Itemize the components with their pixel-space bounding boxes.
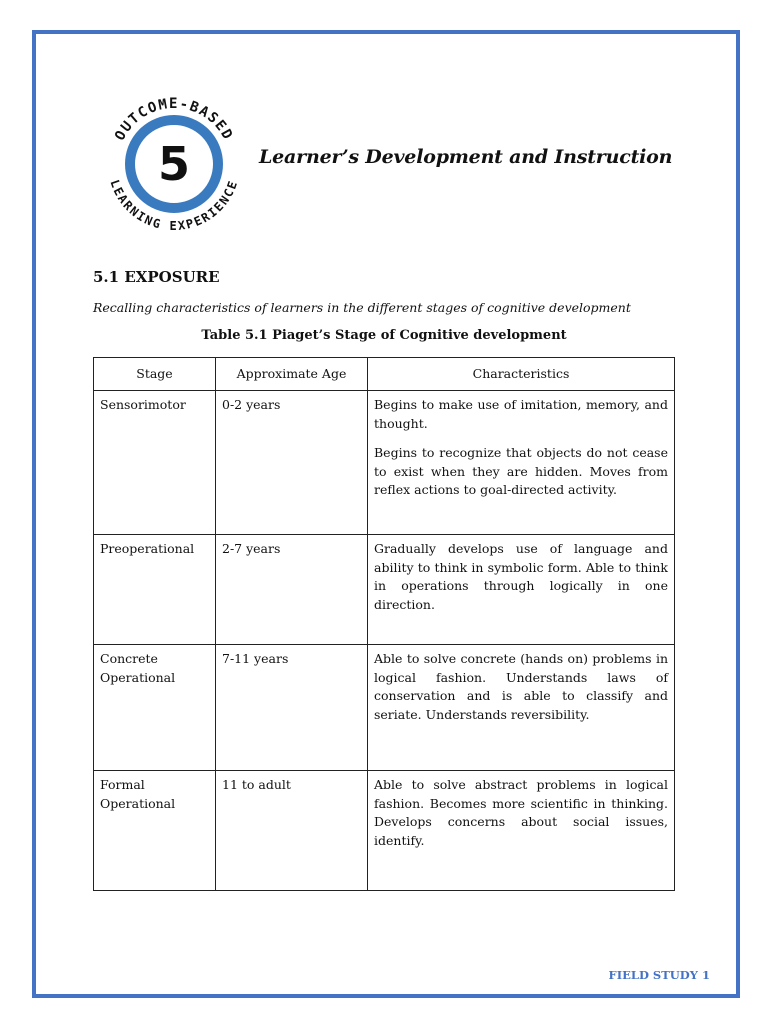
table-row <box>94 771 675 891</box>
age-cell: 0-2 years <box>216 391 368 535</box>
characteristics-text: Begins to recognize that objects do not cease to exist when they are hidden. Moves from reflex actions to goal-directed activity. <box>374 445 668 497</box>
table-row <box>94 391 675 535</box>
characteristics-cell <box>368 771 675 891</box>
chapter-title: Learner’s Development and Instruction <box>259 146 673 168</box>
characteristics-cell <box>368 391 675 535</box>
badge-bottom-arc: LEARNING EXPERIENCE <box>107 177 241 234</box>
characteristics-text: Able to solve concrete (hands on) problems in logical fashion. Understands laws of conservation and is able to classify and seriate. Understands reversibility. <box>374 651 668 722</box>
cognitive-stages-table <box>93 357 675 891</box>
section-heading: 5.1 EXPOSURE <box>93 268 220 286</box>
footer-label: FIELD STUDY 1 <box>608 968 710 982</box>
header-age: Approximate Age <box>216 358 368 391</box>
table-caption: Table 5.1 Piaget’s Stage of Cognitive development <box>201 328 567 343</box>
characteristics-text: Begins to make use of imitation, memory, and thought. <box>374 397 668 431</box>
characteristics-text: Able to solve abstract problems in logical fashion. Becomes more scientific in thinking. Develops concerns about social issues, identify. <box>374 777 668 848</box>
table-row <box>94 535 675 645</box>
stage-cell: Concrete Operational <box>94 645 216 771</box>
age-cell: 2-7 years <box>216 535 368 645</box>
badge-number: 5 <box>157 137 191 191</box>
section-subtitle: Recalling characteristics of learners in the different stages of cognitive development <box>93 300 631 315</box>
stage-cell: Sensorimotor <box>94 391 216 535</box>
characteristics-text: Gradually develops use of language and ability to think in symbolic form. Able to think in operations through logically in one direction. <box>374 541 668 612</box>
stage-cell: Preoperational <box>94 535 216 645</box>
table-header-row <box>94 358 675 391</box>
badge-top-arc: OUTCOME-BASED <box>112 96 236 144</box>
characteristics-cell <box>368 645 675 771</box>
header-stage: Stage <box>94 358 216 391</box>
table-row <box>94 645 675 771</box>
age-cell: 11 to adult <box>216 771 368 891</box>
age-cell: 7-11 years <box>216 645 368 771</box>
characteristics-cell <box>368 535 675 645</box>
chapter-badge <box>98 88 250 240</box>
stage-cell: Formal Operational <box>94 771 216 891</box>
header-characteristics: Characteristics <box>368 358 675 391</box>
